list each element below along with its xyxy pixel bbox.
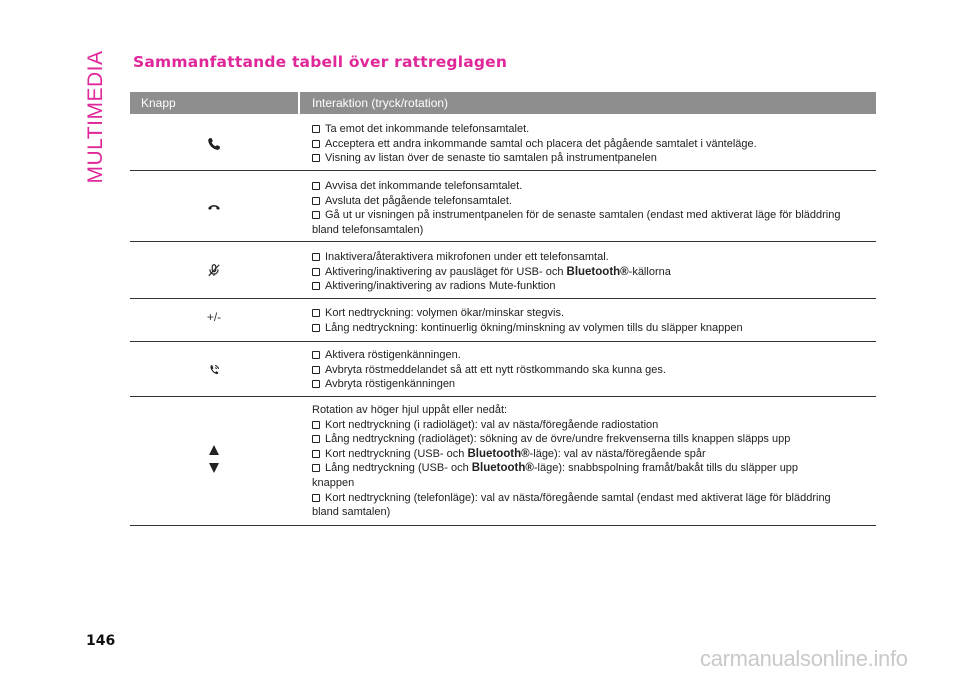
checkbox-bullet-icon [312,435,320,443]
list-item: Inaktivera/återaktivera mikrofonen under ett telefonsamtal. [312,250,874,265]
checkbox-bullet-icon [312,380,320,388]
list-item: Avsluta det pågående telefonsamtalet. [312,194,874,209]
table-row [130,342,876,397]
key-cell [130,134,298,154]
list-item: Kort nedtryckning (i radioläget): val av nästa/föregående radiostation [312,418,874,433]
page-title: Sammanfattande tabell över rattreglagen [133,53,508,71]
checkbox-bullet-icon [312,366,320,374]
table-row [130,397,876,526]
list-item: Lång nedtryckning (radioläget): sökning av de övre/undre frekvenserna tills knappen släpps upp [312,432,874,447]
table-row [130,114,876,171]
row-description [312,306,874,335]
watermark: carmanualsonline.info [700,646,908,671]
bluetooth-label: Bluetooth® [566,265,629,278]
row-intro: Rotation av höger hjul uppåt eller nedåt: [312,404,508,416]
checkbox-bullet-icon [312,450,320,458]
checkbox-bullet-icon [312,351,320,359]
list-item: Avvisa det inkommande telefonsamtalet. [312,179,874,194]
checkbox-bullet-icon [312,197,320,205]
bluetooth-label: Bluetooth® [467,447,530,460]
list-item: Kort nedtryckning (telefonläge): val av nästa/föregående samtal (endast med aktiverat läge för bläddring [312,491,874,506]
section-label: MULTIMEDIA [84,50,107,184]
table-header [130,92,876,114]
checkbox-bullet-icon [312,494,320,502]
list-item: Aktivera röstigenkänningen. [312,348,874,363]
checkbox-bullet-icon [312,154,320,162]
up-down-arrows-icon [208,444,220,474]
header-separator [298,92,300,114]
table-row [130,299,876,342]
checkbox-bullet-icon [312,309,320,317]
list-item: Avbryta röstigenkänningen [312,377,874,392]
checkbox-bullet-icon [312,464,320,472]
list-item: Kort nedtryckning (USB- och Bluetooth®-läge): val av nästa/föregående spår [312,447,874,462]
list-item: Kort nedtryckning: volymen ökar/minskar stegvis. [312,306,874,321]
checkbox-bullet-icon [312,268,320,276]
list-item: Gå ut ur visningen på instrumentpanelen för de senaste samtalen (endast med aktiverat läge för bläddring [312,208,874,223]
list-item: Aktivering/inaktivering av pausläget för USB- och Bluetooth®-källorna [312,265,874,280]
phone-answer-icon [207,137,221,151]
bluetooth-label: Bluetooth® [471,462,534,475]
list-item: Ta emot det inkommande telefonsamtalet. [312,122,874,137]
key-cell [130,309,298,325]
row-description [312,122,874,166]
list-item: Lång nedtryckning (USB- och Bluetooth®-läge): snabbspolning framåt/bakåt tills du släpper upp [312,461,874,476]
list-item: Aktivering/inaktivering av radions Mute-funktion [312,279,874,294]
volume-key-label: +/- [206,310,222,324]
checkbox-bullet-icon [312,182,320,190]
key-cell [130,197,298,217]
header-col-interaction: Interaktion (tryck/rotation) [312,96,449,110]
list-item-continuation: bland samtalen) [312,506,391,519]
row-description [312,348,874,392]
list-item: Lång nedtryckning: kontinuerlig ökning/minskning av volymen tills du släpper knappen [312,321,874,336]
checkbox-bullet-icon [312,282,320,290]
checkbox-bullet-icon [312,125,320,133]
key-cell [130,360,298,380]
list-item: Acceptera ett andra inkommande samtal och placera det pågående samtalet i vänteläge. [312,137,874,152]
key-cell [130,441,298,477]
table-row [130,171,876,242]
phone-hangup-icon [207,202,221,212]
row-description [312,179,874,237]
list-item-continuation: bland telefonsamtalen) [312,223,424,236]
list-item: Visning av listan över de senaste tio samtalen på instrumentpanelen [312,151,874,166]
page-number: 146 [86,633,116,649]
row-description [312,403,874,520]
checkbox-bullet-icon [312,211,320,219]
checkbox-bullet-icon [312,253,320,261]
checkbox-bullet-icon [312,140,320,148]
table-row [130,242,876,299]
checkbox-bullet-icon [312,324,320,332]
checkbox-bullet-icon [312,421,320,429]
list-item: Avbryta röstmeddelandet så att ett nytt röstkommando ska kunna ges. [312,363,874,378]
mute-icon [207,263,221,277]
list-item-continuation: knappen [312,476,355,489]
header-col-knapp: Knapp [141,96,176,110]
row-description [312,250,874,294]
voice-command-icon [207,363,221,377]
key-cell [130,260,298,280]
